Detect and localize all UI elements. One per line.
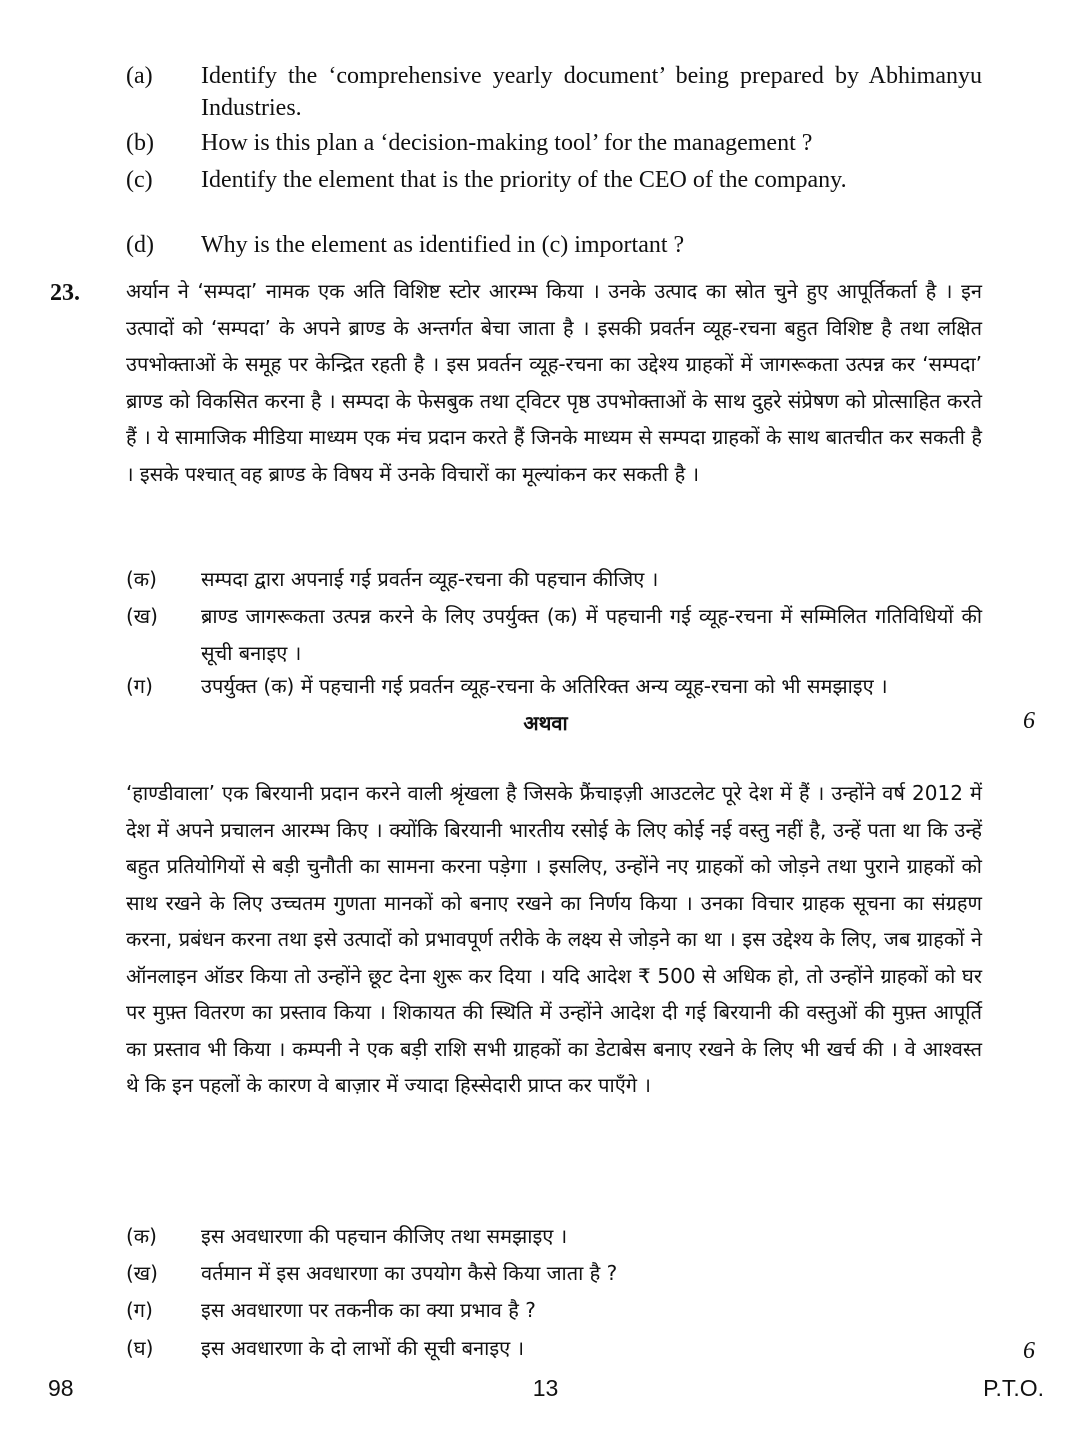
q23-part-ga <box>126 668 982 705</box>
q22-part-b <box>126 127 982 159</box>
part-text: Identify the ‘comprehensive yearly document’ being prepared by Abhimanyu Industries. <box>201 63 982 121</box>
q23-alt-part-ga <box>126 1292 982 1329</box>
part-label: (क) <box>126 567 157 591</box>
part-label: (d) <box>126 232 154 258</box>
q22-part-d <box>126 229 982 261</box>
part-label: (ख) <box>126 604 158 628</box>
part-text: Identify the element that is the priority of the CEO of the company. <box>201 167 847 193</box>
q23-part-ka <box>126 561 982 598</box>
part-text: सम्पदा द्वारा अपनाई गई प्रवर्तन व्यूह-रचना की पहचान कीजिए । <box>201 567 659 591</box>
part-label: (ग) <box>126 674 153 698</box>
q23-alt-part-ka <box>126 1218 982 1255</box>
part-label: (क) <box>126 1224 157 1248</box>
part-label: (घ) <box>126 1336 154 1360</box>
q23-alt-part-gha <box>126 1330 982 1367</box>
part-text: ब्राण्ड जागरूकता उत्पन्न करने के लिए उपर्युक्त (क) में पहचानी गई व्यूह-रचना में सम्मिलित गतिविधियों की सूची बनाइए । <box>201 604 982 665</box>
part-label: (a) <box>126 63 153 89</box>
marks: 6 <box>1023 1338 1035 1364</box>
part-text: Why is the element as identified in (c) important ? <box>201 232 685 258</box>
paper-code: 98 <box>48 1375 74 1401</box>
part-text: इस अवधारणा की पहचान कीजिए तथा समझाइए । <box>201 1224 568 1248</box>
part-text: इस अवधारणा के दो लाभों की सूची बनाइए । <box>201 1336 525 1360</box>
part-label: (ग) <box>126 1298 153 1322</box>
part-label: (c) <box>126 167 153 193</box>
q23-passage: अर्यान ने ‘सम्पदा’ नामक एक अति विशिष्ट स्टोर आरम्भ किया । उनके उत्पाद का स्रोत चुने हुए आपूर्तिकर्ता है । इन उत्पादों को ‘सम्पदा’ के अपने ब्राण्ड के अन्तर्गत बेचा जाता है । इसकी प्रवर्तन व्यूह-रचना बहुत विशिष्ट है तथा लक्षित उपभोक्ताओं के समूह पर केन्द्रित रहती है । इस प्रवर्तन व्यूह-रचना का उद्देश्य ग्राहकों में जागरूकता उत्पन्न कर ‘सम्पदा’ ब्राण्ड को विकसित करना है । सम्पदा के फेसबुक तथा ट्विटर पृष्ठ उपभोक्ताओं के साथ दुहरे संप्रेषण को प्रोत्साहित करते हैं । ये सामाजिक मीडिया माध्यम एक मंच प्रदान करते हैं जिनके माध्यम से सम्पदा ग्राहकों के साथ बातचीत कर सकती है । इसके पश्चात् वह ब्राण्ड के विषय में उनके विचारों का मूल्यांकन कर सकती है । <box>126 279 982 486</box>
part-text: वर्तमान में इस अवधारणा का उपयोग कैसे किया जाता है ? <box>201 1261 618 1285</box>
q23-alt-passage: ‘हाण्डीवाला’ एक बिरयानी प्रदान करने वाली श्रृंखला है जिसके फ्रैंचाइज़ी आउटलेट पूरे देश में हैं । उन्होंने वर्ष 2012 में देश में अपने प्रचालन आरम्भ किए । क्योंकि बिरयानी भारतीय रसोई के लिए कोई नई वस्तु नहीं है, उन्हें पता था कि उन्हें बहुत प्रतियोगियों से बड़ी चुनौती का सामना करना पड़ेगा । इसलिए, उन्होंने नए ग्राहकों को जोड़ने तथा पुराने ग्राहकों को साथ रखने के लिए उच्चतम गुणता मानकों को बनाए रखने का निर्णय किया । उनका विचार ग्राहक सूचना का संग्रहण करना, प्रबंधन करना तथा इसे उत्पादों को प्रभावपूर्ण तरीके के लक्ष्य से जोड़ने का था । इस उद्देश्य के लिए, जब ग्राहकों ने ऑनलाइन ऑडर किया तो उन्होंने छूट देना शुरू कर दिया । यदि आदेश ₹ 500 से अधिक हो, तो उन्होंने ग्राहकों को घर पर मुफ़्त वितरण का प्रस्ताव किया । शिकायत की स्थिति में उन्होंने आदेश दी गई बिरयानी की वस्तुओं की मुफ़्त आपूर्ति का प्रस्ताव भी किया । कम्पनी ने एक बड़ी राशि सभी ग्राहकों का डेटाबेस बनाए रखने के लिए भी खर्च की । वे आश्वस्त थे कि इन पहलों के कारण वे बाज़ार में ज्यादा हिस्सेदारी प्राप्त कर पाएँगे । <box>126 781 982 1097</box>
q23-part-kha <box>126 598 982 671</box>
question-number: 23. <box>50 280 80 306</box>
q23-alt-part-kha <box>126 1255 982 1292</box>
part-text: How is this plan a ‘decision-making tool’ for the management ? <box>201 130 813 156</box>
q22-part-c <box>126 164 982 196</box>
part-label: (ख) <box>126 1261 158 1285</box>
part-label: (b) <box>126 130 154 156</box>
marks: 6 <box>1023 708 1035 734</box>
or-heading: अथवा <box>523 711 568 735</box>
part-text: उपर्युक्त (क) में पहचानी गई प्रवर्तन व्यूह-रचना के अतिरिक्त अन्य व्यूह-रचना को भी समझाइए । <box>201 674 888 698</box>
q22-part-a <box>126 60 982 124</box>
part-text: इस अवधारणा पर तकनीक का क्या प्रभाव है ? <box>201 1298 536 1322</box>
page-number: 13 <box>532 1375 559 1401</box>
pto-label: P.T.O. <box>983 1375 1044 1401</box>
